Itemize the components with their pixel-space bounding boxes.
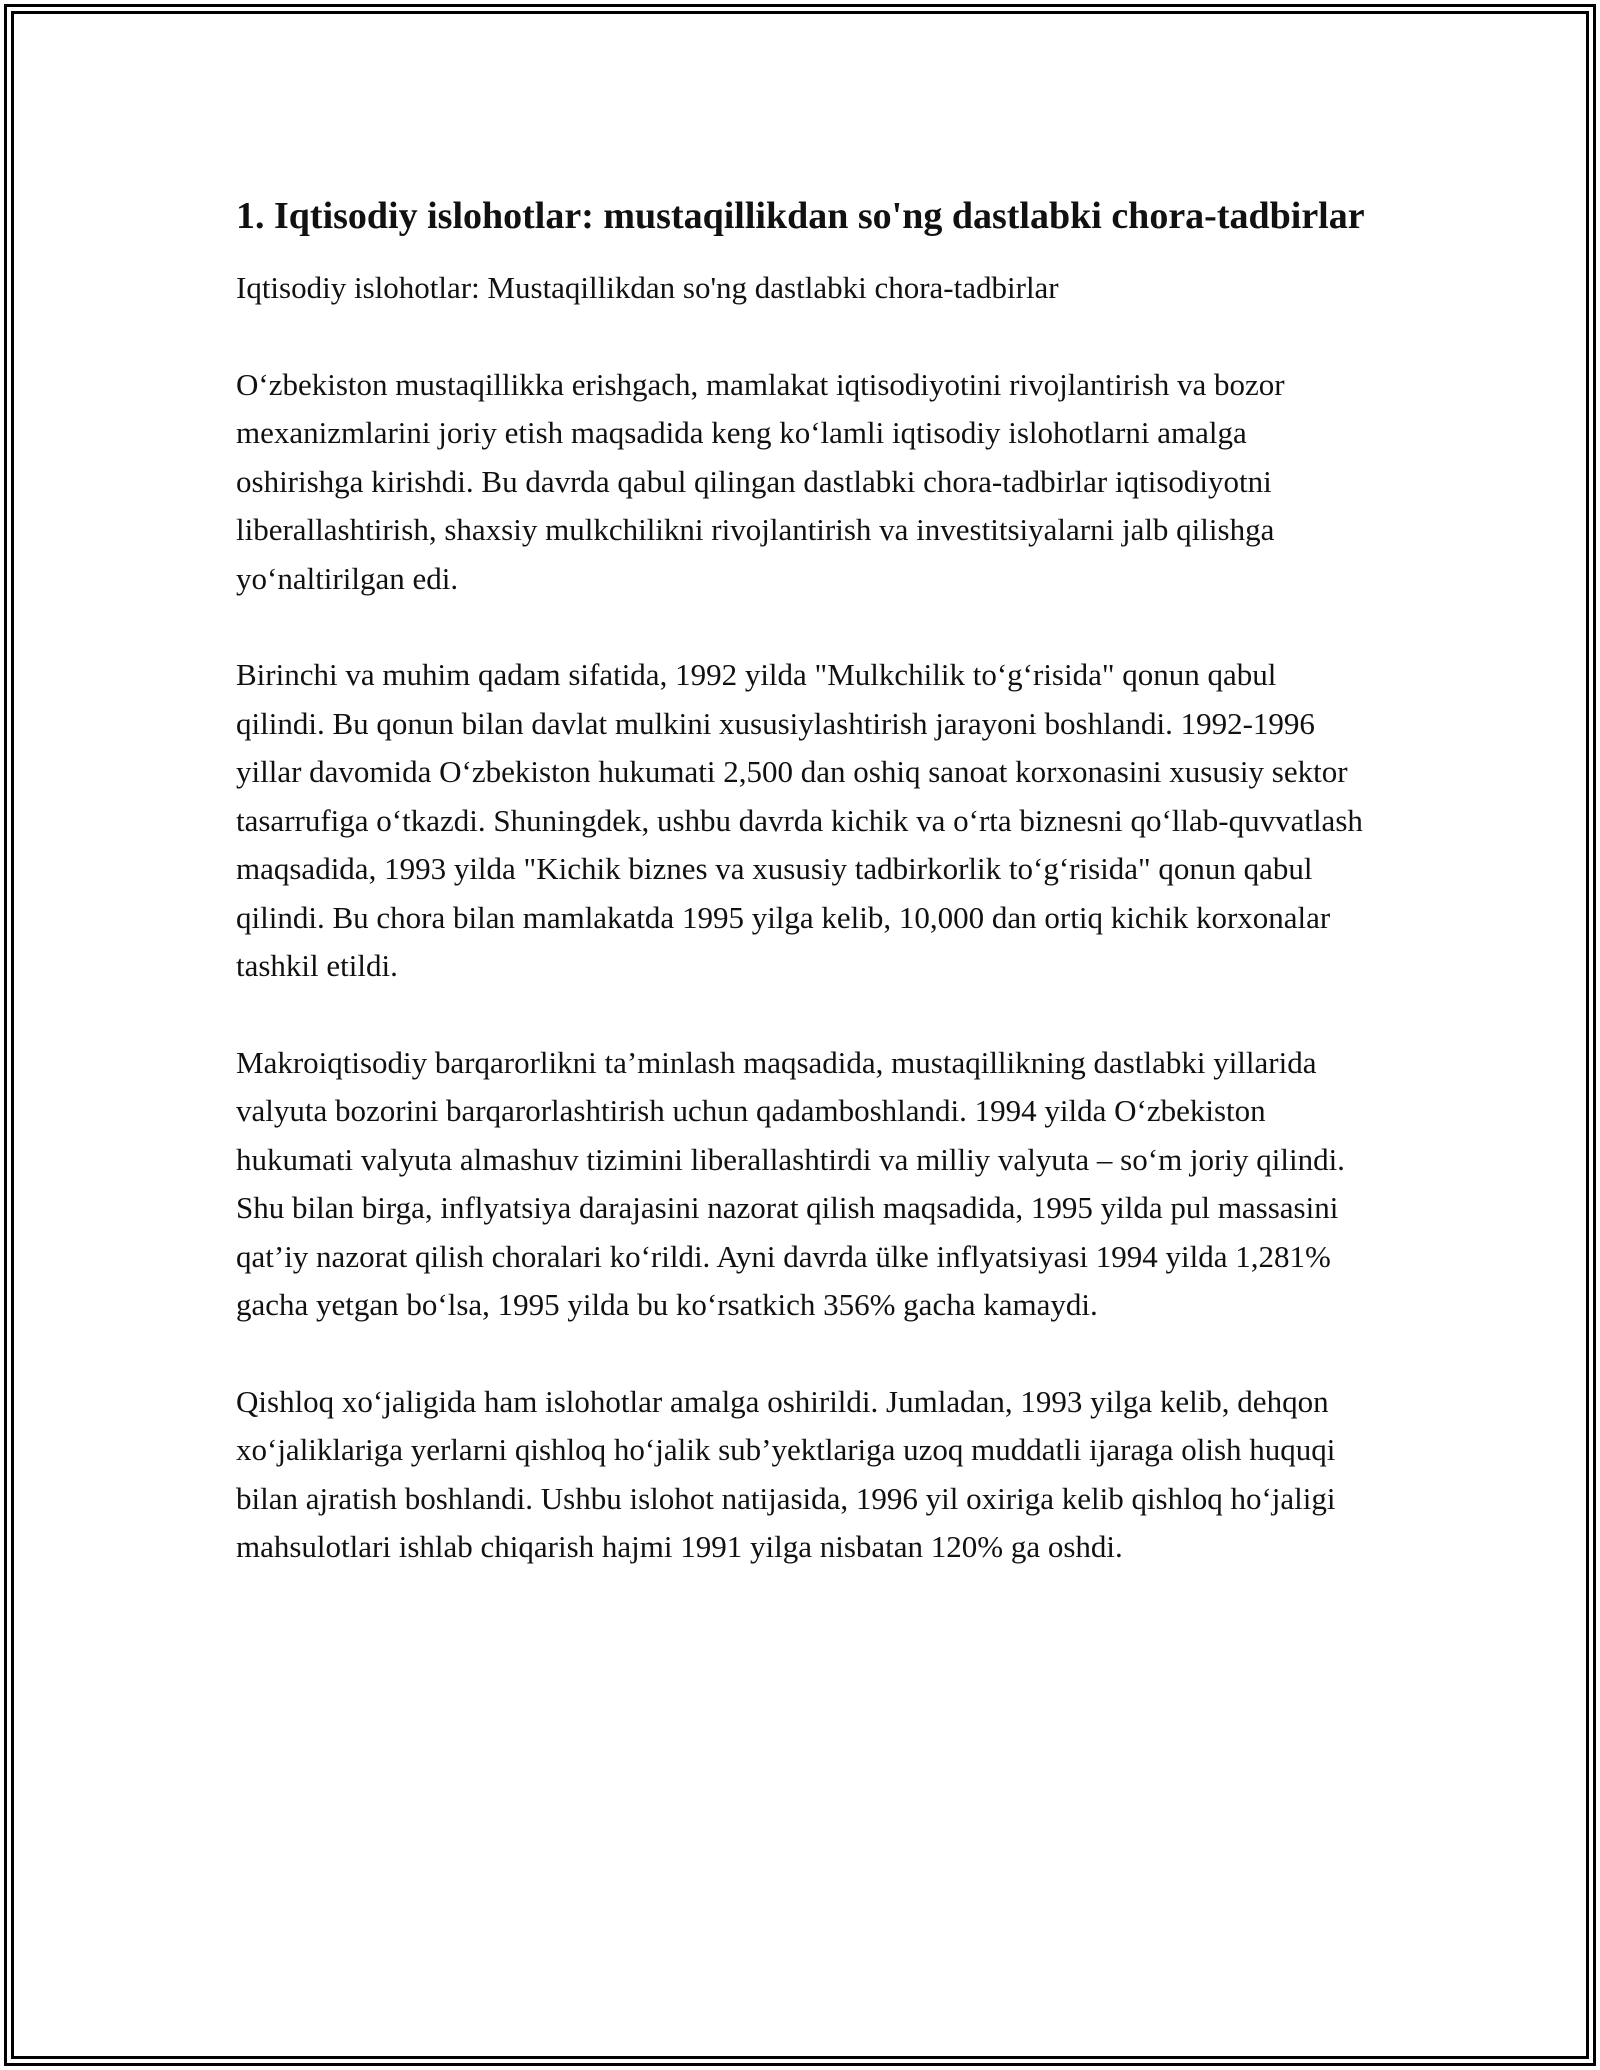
paragraph-privatization: Birinchi va muhim qadam sifatida, 1992 yilda "Mulkchilik to‘g‘risida" qonun qabul qilindi. Bu qonun bilan davlat mulkini xususiylashtirish jarayoni boshlandi. 1992-1996 yillar davomida O‘zbekiston hukumati 2,500 dan oshiq sanoat korxonasini xususiy sektor tasarrufiga o‘tkazdi. Shuningdek, ushbu davrda kichik va o‘rta biznesni qo‘llab-quvvatlash maqsadida, 1993 yilda "Kichik biznes va xususiy tadbirkorlik to‘g‘risida" qonun qabul qilindi. Bu chora bilan mamlakatda 1995 yilga kelib, 10,000 dan ortiq kichik korxonalar tashkil etildi. xyxy=(236,657,1363,983)
document-body xyxy=(236,188,1366,1572)
section-heading: 1. Iqtisodiy islohotlar: mustaqillikdan so'ng dastlabki chora-tadbirlar xyxy=(236,195,1365,237)
paragraph-macroeconomic: Makroiqtisodiy barqarorlikni ta’minlash maqsadida, mustaqillikning dastlabki yillarida valyuta bozorini barqarorlashtirish uchun qadamboshlandi. 1994 yilda O‘zbekiston hukumati valyuta almashuv tizimini liberallashtirdi va milliy valyuta – so‘m joriy qilindi. Shu bilan birga, inflyatsiya darajasini nazorat qilish maqsadida, 1995 yilda pul massasini qat’iy nazorat qilish choralari ko‘rildi. Ayni davrda ülke inflyatsiyasi 1994 yilda 1,281% gacha yetgan bo‘lsa, 1995 yilda bu ko‘rsatkich 356% gacha kamaydi. xyxy=(236,1044,1345,1322)
paragraph-agriculture: Qishloq xo‘jaligida ham islohotlar amalga oshirildi. Jumladan, 1993 yilga kelib, dehqon xo‘jaliklariga yerlarni qishloq ho‘jalik sub’yektlariga uzoq muddatli ijaraga olish huquqi bilan ajratish boshlandi. Ushbu islohot natijasida, 1996 yil oxiriga kelib qishloq ho‘jaligi mahsulotlari ishlab chiqarish hajmi 1991 yilga nisbatan 120% ga oshdi. xyxy=(236,1383,1336,1564)
section-subtitle: Iqtisodiy islohotlar: Mustaqillikdan so'ng dastlabki chora-tadbirlar xyxy=(236,270,1059,305)
paragraph-intro: O‘zbekiston mustaqillikka erishgach, mamlakat iqtisodiyotini rivojlantirish va bozor mexanizmlarini joriy etish maqsadida keng ko‘lamli iqtisodiy islohotlarni amalga oshirishga kirishdi. Bu davrda qabul qilingan dastlabki chora-tadbirlar iqtisodiyotni liberallashtirish, shaxsiy mulkchilikni rivojlantirish va investitsiyalarni jalb qilishga yo‘naltirilgan edi. xyxy=(236,366,1285,596)
